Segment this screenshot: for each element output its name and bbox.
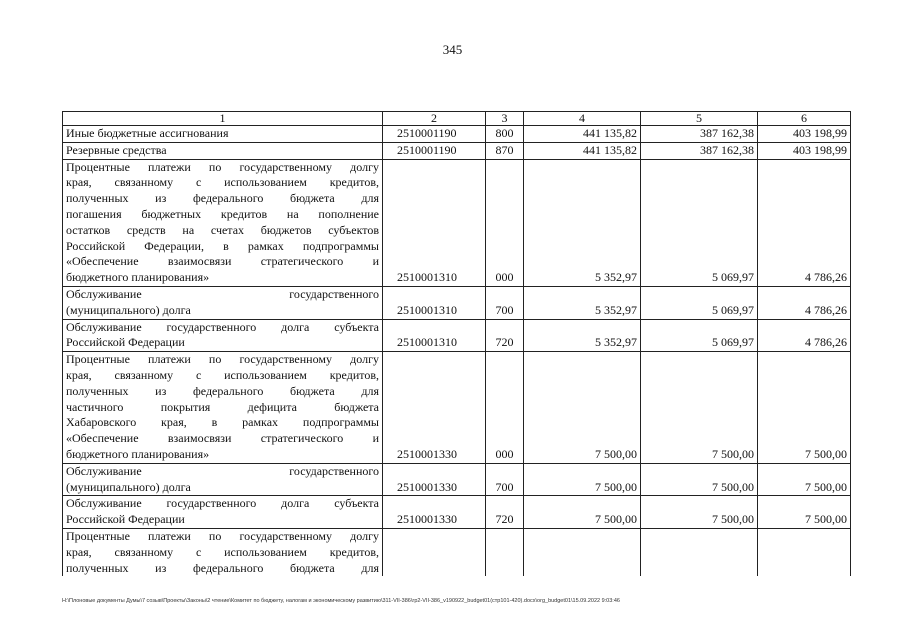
header-col-2: 2 — [383, 112, 486, 126]
row-expense-type-cell: 800 — [486, 126, 524, 143]
row-amount-col6-cell: 403 198,99 — [758, 126, 851, 143]
row-name-cell — [63, 159, 383, 286]
row-name-line: Российской Федерации, в рамках подпрограммы — [66, 238, 379, 253]
row-name-line: (муниципального) долга — [66, 302, 191, 317]
row-name-line: полученных из федерального бюджета для — [66, 560, 379, 575]
row-expense-type-cell: 720 — [486, 496, 524, 529]
row-expense-type-cell — [486, 528, 524, 576]
header-col-5: 5 — [641, 112, 758, 126]
row-name-cell — [63, 142, 383, 159]
table-row — [63, 496, 851, 529]
row-amount-col4-cell: 5 352,97 — [524, 159, 641, 286]
table-row — [63, 463, 851, 496]
table-body — [63, 112, 851, 577]
row-amount-col4-cell: 5 352,97 — [524, 286, 641, 319]
row-name-line: остатков средств на счетах бюджетов субъектов — [66, 222, 379, 237]
row-code-cell: 2510001310 — [383, 319, 486, 352]
file-path-footer: H:\Плоновые документы Думы\7 созыв\Проекты\Законы\2 чтение\Комитет по бюджету, налогам и экономическому развитию\311-VII-386\гр2-VII-386_v190922_budget01(стр101-420).docx\org_budget01\15.09.2022 9:03:46 — [62, 598, 620, 604]
table-row — [63, 352, 851, 464]
row-name-line: Хабаровского края, в рамках подпрограммы — [66, 415, 379, 430]
table-row — [63, 126, 851, 143]
row-amount-col6-cell: 4 786,26 — [758, 159, 851, 286]
row-name-line: края, связанному с использованием кредитов, — [66, 544, 379, 559]
row-name-cell — [63, 528, 383, 576]
row-name-cell — [63, 286, 383, 319]
row-code-cell: 2510001330 — [383, 496, 486, 529]
header-col-4: 4 — [524, 112, 641, 126]
row-code-cell: 2510001330 — [383, 463, 486, 496]
row-name-line: Обслуживание государственного — [66, 286, 379, 301]
row-name-line: частичного покрытия дефицита бюджета — [66, 399, 379, 414]
row-name-cell — [63, 463, 383, 496]
row-amount-col5-cell: 5 069,97 — [641, 319, 758, 352]
row-expense-type-cell: 700 — [486, 463, 524, 496]
row-amount-col4-cell: 5 352,97 — [524, 319, 641, 352]
row-name-line: бюджетного планирования» — [66, 270, 210, 285]
row-amount-col6-cell — [758, 528, 851, 576]
budget-table — [62, 111, 851, 576]
row-amount-col4-cell — [524, 528, 641, 576]
row-code-cell: 2510001190 — [383, 142, 486, 159]
row-amount-col6-cell: 7 500,00 — [758, 463, 851, 496]
row-name-cell — [63, 352, 383, 464]
row-amount-col5-cell: 387 162,38 — [641, 126, 758, 143]
row-expense-type-cell: 000 — [486, 352, 524, 464]
row-name-line: края, связанному с использованием кредитов, — [66, 367, 379, 382]
row-name-line: «Обеспечение взаимосвязи стратегического и — [66, 254, 379, 269]
row-amount-col5-cell: 7 500,00 — [641, 463, 758, 496]
row-name-line: Резервные средства — [66, 142, 167, 157]
row-name-line: Российской Федерации — [66, 512, 185, 527]
row-code-cell: 2510001310 — [383, 286, 486, 319]
row-amount-col6-cell: 7 500,00 — [758, 352, 851, 464]
row-amount-col4-cell: 7 500,00 — [524, 496, 641, 529]
row-amount-col4-cell: 441 135,82 — [524, 142, 641, 159]
row-name-line: «Обеспечение взаимосвязи стратегического и — [66, 431, 379, 446]
row-expense-type-cell: 870 — [486, 142, 524, 159]
row-amount-col5-cell: 387 162,38 — [641, 142, 758, 159]
row-name-line: Российской Федерации — [66, 335, 185, 350]
row-name-cell — [63, 319, 383, 352]
row-amount-col5-cell — [641, 528, 758, 576]
row-amount-col4-cell: 7 500,00 — [524, 463, 641, 496]
row-amount-col5-cell: 5 069,97 — [641, 286, 758, 319]
row-amount-col6-cell: 403 198,99 — [758, 142, 851, 159]
row-amount-col6-cell: 4 786,26 — [758, 319, 851, 352]
row-code-cell: 2510001190 — [383, 126, 486, 143]
row-name-line: погашения бюджетных кредитов на пополнение — [66, 206, 379, 221]
row-amount-col5-cell: 7 500,00 — [641, 352, 758, 464]
row-amount-col5-cell: 7 500,00 — [641, 496, 758, 529]
row-name-line: (муниципального) долга — [66, 479, 191, 494]
row-name-cell — [63, 496, 383, 529]
row-name-line: Обслуживание государственного долга субъекта — [66, 319, 379, 334]
row-amount-col4-cell: 441 135,82 — [524, 126, 641, 143]
row-expense-type-cell: 720 — [486, 319, 524, 352]
row-name-line: Процентные платежи по государственному долгу — [66, 528, 379, 543]
table-row — [63, 142, 851, 159]
row-code-cell: 2510001310 — [383, 159, 486, 286]
row-amount-col6-cell: 4 786,26 — [758, 286, 851, 319]
header-col-3: 3 — [486, 112, 524, 126]
row-name-line: полученных из федерального бюджета для — [66, 383, 379, 398]
row-name-line: бюджетного планирования» — [66, 446, 210, 461]
row-amount-col4-cell: 7 500,00 — [524, 352, 641, 464]
row-amount-col6-cell: 7 500,00 — [758, 496, 851, 529]
header-col-1: 1 — [63, 112, 383, 126]
row-expense-type-cell: 000 — [486, 159, 524, 286]
table-row — [63, 286, 851, 319]
row-name-line: Обслуживание государственного — [66, 463, 379, 478]
header-col-6: 6 — [758, 112, 851, 126]
row-amount-col5-cell: 5 069,97 — [641, 159, 758, 286]
table-row — [63, 159, 851, 286]
row-name-line: Процентные платежи по государственному долгу — [66, 352, 379, 367]
row-name-line: полученных из федерального бюджета для — [66, 191, 379, 206]
table-row — [63, 319, 851, 352]
row-name-line: Процентные платежи по государственному долгу — [66, 159, 379, 174]
row-name-line: края, связанному с использованием кредитов, — [66, 175, 379, 190]
table-row-continued — [63, 528, 851, 576]
row-expense-type-cell: 700 — [486, 286, 524, 319]
table-header-row — [63, 112, 851, 126]
row-code-cell: 2510001330 — [383, 352, 486, 464]
row-name-cell — [63, 126, 383, 143]
row-name-line: Обслуживание государственного долга субъекта — [66, 496, 379, 511]
row-name-line: Иные бюджетные ассигнования — [66, 126, 229, 140]
page-number: 345 — [442, 42, 463, 57]
row-code-cell — [383, 528, 486, 576]
